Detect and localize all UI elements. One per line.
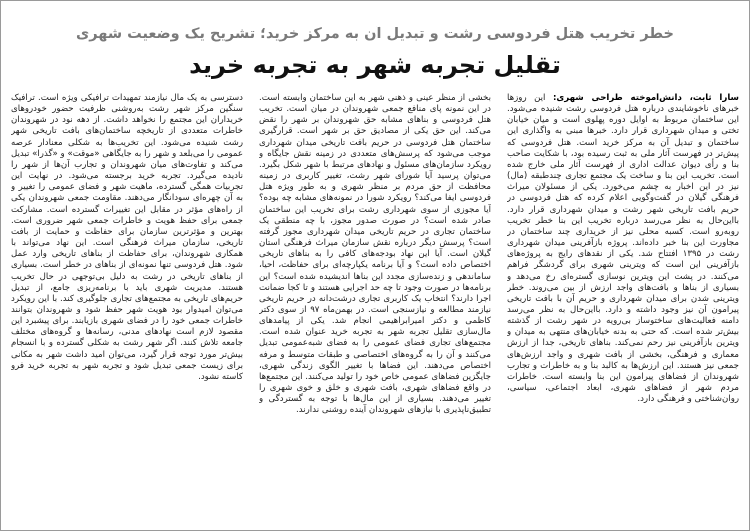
article-body	[11, 93, 739, 524]
article-kicker: خطر تخریب هتل فردوسی رشت و تبدیل آن به مرکز خرید؛ تشریح یک وضعیت شهری	[75, 26, 675, 42]
article-byline: سارا ثابت، دانش‌آموخته طراحی شهری:	[552, 93, 739, 103]
article-column-1	[507, 93, 739, 524]
column-3-body: دسترسی به یک مال نیازمند تمهیدات ترافیکی ویژه است. ترافیک سنگین مرکز شهر رشت به‌روشنی ظرفیت حضور خودروهای خریداران این مجتمع را نخواهد داشت. از دهه نود در شهروندان خاطرات متعددی از تاریخچه ساختمان‌های بافت تاریخی شهر رشت شنیده می‌شود. این تخریب‌ها به شکلی معنادار عرصه عمومی را می‌بلعد و شهر را به جایگاهی «موقت» و «گذرا» تبدیل می‌کند و تفاوت‌های میان شهروندان و تجارب آن‌ها از شهر را نادیده می‌گیرد. تجربه خرید برجسته می‌شود. در نهایت این تجربیات همگی گسترده، ماهیت شهر و فضای عمومی را تغییر و به آن چهره‌ای سودانگار می‌دهند. مقاومت جمعی شهروندان یکی از راه‌های مؤثر در مقابل این تغییرات گسترده است. مشارکت جمعی برای حفظ هویت و خاطرات جمعی شهر ضروری است. بهترین و مؤثرترین سازمان برای حفاظت و حمایت از بافت تاریخی، سازمان میراث فرهنگی است. این نهاد می‌تواند با همکاری شهروندان، برای حفاظت از بناهای تاریخی وارد عمل شود. هتل فردوسی تنها نمونه‌ای از بناهای در خطر است. بسیاری از بناهای تاریخی در رشت به دلیل بی‌توجهی در حال تخریب هستند. مدیریت شهری باید با برنامه‌ریزی جامع، از تبدیل حریم‌های تاریخی به مجتمع‌های تجاری جلوگیری کند. با این رویکرد می‌توان امیدوار بود هویت شهر حفظ شود و شهروندان بتوانند خاطرات جمعی خود را در فضای شهری بازیابند. برای پیشبرد این مقصود لازم است نهادهای مدنی، رسانه‌ها و گروه‌های مختلف جامعه تلاش کنند. اگر شهر رشت به شکلی گسترده و با انسجام بیش‌تر مورد توجه قرار گیرد، می‌توان امید داشت شهر به مکانی برای زیست جمعی تبدیل شود و تجربه شهر به تجربه خرید فرو کاسته نشود.	[11, 93, 243, 382]
column-1-body: این روزها خبرهای ناخوشایندی درباره هتل فردوسی رشت شنیده می‌شود. این ساختمان مربوط به اوایل دوره پهلوی است و میان خیابان تختی و میدان شهرداری قرار دارد. خبرها مبنی به واگذاری این ساختمان و تبدیل آن به مرکز خرید است. هتل فردوسی که پیش‌تر در فهرست آثار ملی به ثبت رسیده بود، با شکایت صاحب بنا و رأی دیوان عدالت اداری از فهرست آثار ملی خارج شده است. تخریب این بنا و ساخت یک مجتمع تجاری چندطبقه (مال) نیز در این اخبار به چشم می‌خورد. یکی از مسئولان میراث فرهنگی گیلان در گفت‌وگویی اعلام کرده که هتل فردوسی در حریم بافت تاریخی شهر رشت و میدان شهرداری قرار دارد. بااین‌حال به نظر می‌رسد درباره تخریب این بنا خطر تخریب روبه‌رو است. کسبه محلی نیز از خریداری چند ساختمان در مجاورت این بنا خبر داده‌اند. پروژه بازآفرینی میدان شهرداری رشت در ۱۳۹۵ افتتاح شد. یکی از نقدهای رایج به پروژه‌های بازآفرینی این است که ویترینی شهری برای گردشگر فراهم می‌کنند. در پشت این ویترین نوسازی گستره‌ای رخ می‌دهد و بسیاری از بناها و بافت‌های واجد ارزش از بین می‌روند. خطر ویترینی شدن برای میدان شهرداری و حریم آن با بافت تاریخی پیرامون آن نیز وجود داشته و دارد. بااین‌حال به نظر می‌رسد دامنه فعالیت‌های ساختوساز بی‌رویه در شهر رشت از گذشته بیش‌تر شده است. که حتی به بدنه خیابان‌های منتهی به میدان و ویترین بازآفرینی نیز رحم نمی‌کند. بناهای تاریخی، جدا از ارزش معماری و فرهنگی، بخشی از بافت شهری و واجد ارزش‌های جمعی نیز هستند. این ارزش‌ها به کالبد بنا و به خاطرات و تجارب شهروندان از فضاهای پیرامون این بنا وابسته است. خاطرات مردم شهر از فضاهای شهری، ابعاد اجتماعی، سیاسی، روان‌شناختی و فرهنگی دارد.	[507, 93, 739, 405]
column-1-text	[507, 93, 739, 405]
article-column-3	[11, 93, 243, 524]
article-headline: تقلیل تجربه شهر به تجربه خرید	[189, 51, 561, 79]
column-2-body: بخشی از منظر عینی و ذهنی شهر به این ساختمان وابسته است. در این نمونه پای منافع جمعی شهروندان در میان است. تخریب هتل فردوسی و بناهای مشابه حق شهروندان بر شهر را نقض می‌کند. این حق یکی از مصادیق حق بر شهر است. قرارگیری ساختمان هتل فردوسی در حریم بافت تاریخی میدان شهرداری موجب می‌شود که پرسش‌های متعددی در زمینه نقش جایگاه و رویکرد سازمان‌های مسئول و نهادهای مرتبط با شهر شکل بگیرد. می‌توان پرسید آیا شورای شهر رشت، تغییر کاربری در زمینه محافظت از حق مردم بر منظر شهری و به طور ویژه هتل فردوسی ایفا می‌کند؟ رویکرد شورا در نمونه‌های مشابه چه بوده؟ آیا مجوزی از سوی شهرداری رشت برای تخریب این ساختمان صادر شده است؟ در صورت صدور مجوز، با چه منطقی یک ساختمان تجاری در حریم تاریخی میدان شهرداری مجوز گرفته است؟ پرسش دیگر درباره نقش سازمان میراث فرهنگی استان گیلان است. آیا این نهاد بودجه‌های کافی را به بناهای تاریخی اختصاص داده است؟ و آیا برنامه یکپارچه‌ای برای حفاظت، احیا، ساماندهی و زنده‌سازی مجدد این بناها اندیشیده شده است؟ این برنامه‌ها در صورت وجود تا چه حد اجرایی هستند و تا کجا ضمانت اجرا دارند؟ انتخاب یک کاربری تجاری درشت‌دانه در حریم تاریخی نیازمند مطالعه و نیازسنجی است. در بهمن‌ماه ۹۷ از سوی دکتر کاظمی و دکتر امیرابراهیمی انجام شد. یکی از پیامدهای مال‌سازی تقلیل تجربه شهر به تجربه خرید عنوان شده است. مجتمع‌های تجاری فضای عمومی را به فضای شبه‌عمومی تبدیل می‌کنند و آن را به گروه‌های اختصاصی و طبقات متوسط و مرفه اختصاص می‌دهند. این فضاها با تغییر الگوی زندگی شهری، جایگزین فضاهای عمومی خاص خود را تولید می‌کنند. این مجتمع‌ها در واقع فضاهای شهری، بافت شهری و خلق و خوی شهری را تغییر می‌دهند. بسیاری از این مال‌ها با توجه به گستردگی و تطبیق‌ناپذیری با نیازهای شهروندان آینده روشنی ندارند.	[259, 93, 491, 416]
article-column-2	[259, 93, 491, 524]
